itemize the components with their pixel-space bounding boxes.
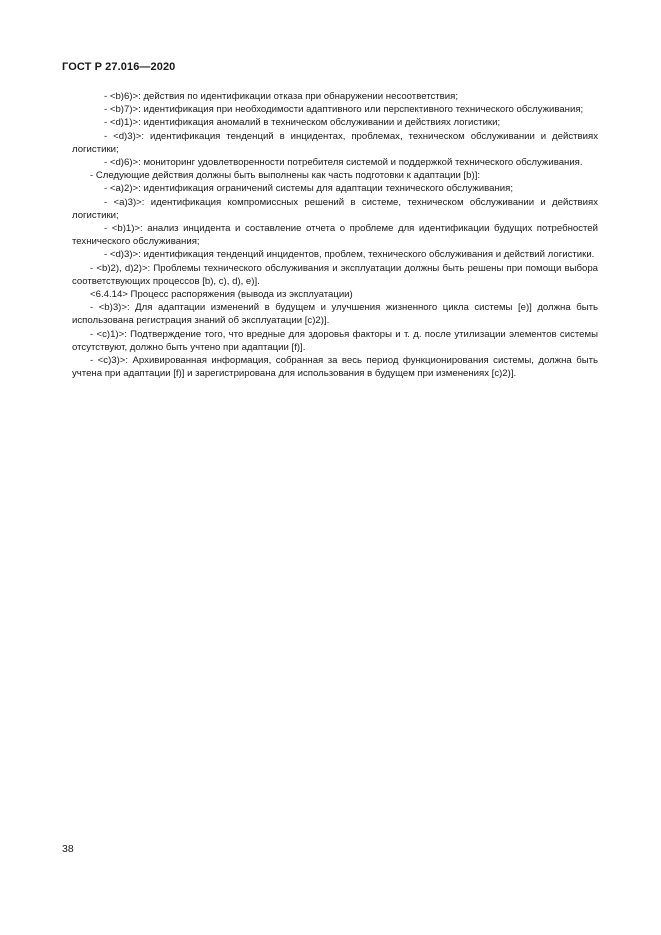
paragraph: - <b)2), d)2)>: Проблемы технического обслуживания и эксплуатации должны быть решены при помощи выбора соответствующих процессов [b), c), d), e)]. xyxy=(72,262,598,287)
page-number: 38 xyxy=(62,843,74,855)
paragraph: - <d)3)>: идентификация тенденций инцидентов, проблем, технического обслуживания и действий логистики. xyxy=(104,249,595,261)
document-header: ГОСТ Р 27.016—2020 xyxy=(62,61,176,73)
paragraph: - <b)6)>: действия по идентификации отказа при обнаружении несоответствия; xyxy=(104,91,459,102)
paragraph: - <d)1)>: идентификация аномалий в техническом обслуживании и действиях логистики; xyxy=(104,117,501,129)
paragraph: - <b)1)>: анализ инцидента и составление отчета о проблеме для идентификации будущих потребностей технического обслуживания; xyxy=(72,223,598,248)
paragraph: - <b)3)>: Для адаптации изменений в будущем и улучшения жизненного цикла системы [e)] должна быть использована регистрация знаний об эксплуатации [c)2)]. xyxy=(72,302,598,327)
section-heading: <6.4.14> Процесс распоряжения (вывода из эксплуатации) xyxy=(90,289,353,301)
paragraph: - <b)7)>: идентификация при необходимости адаптивного или перспективного технического обслуживания; xyxy=(104,104,584,116)
paragraph: - <a)3)>: идентификация компромиссных решений в системе, техническом обслуживании и действиях логистики; xyxy=(72,196,598,221)
paragraph: - <c)3)>: Архивированная информация, собранная за весь период функционирования системы, должна быть учтена при адаптации [f)] и зарегистрирована для использования в будущем при изменениях [c)2)]. xyxy=(72,355,598,380)
document-body xyxy=(72,90,598,380)
paragraph: - Следующие действия должны быть выполнены как часть подготовки к адаптации [b)]: xyxy=(90,170,481,182)
paragraph: - <d)6)>: мониторинг удовлетворенности потребителя системой и поддержкой технического обслуживания. xyxy=(104,157,583,169)
paragraph: - <a)2)>: идентификация ограничений системы для адаптации технического обслуживания; xyxy=(104,183,514,195)
paragraph: - <c)1)>: Подтверждение того, что вредные для здоровья факторы и т. д. после утилизации элементов системы отсутствуют, должно быть учтено при адаптации [f)]. xyxy=(72,328,598,353)
paragraph: - <d)3)>: идентификация тенденций в инцидентах, проблемах, техническом обслуживании и действиях логистики; xyxy=(72,130,598,155)
